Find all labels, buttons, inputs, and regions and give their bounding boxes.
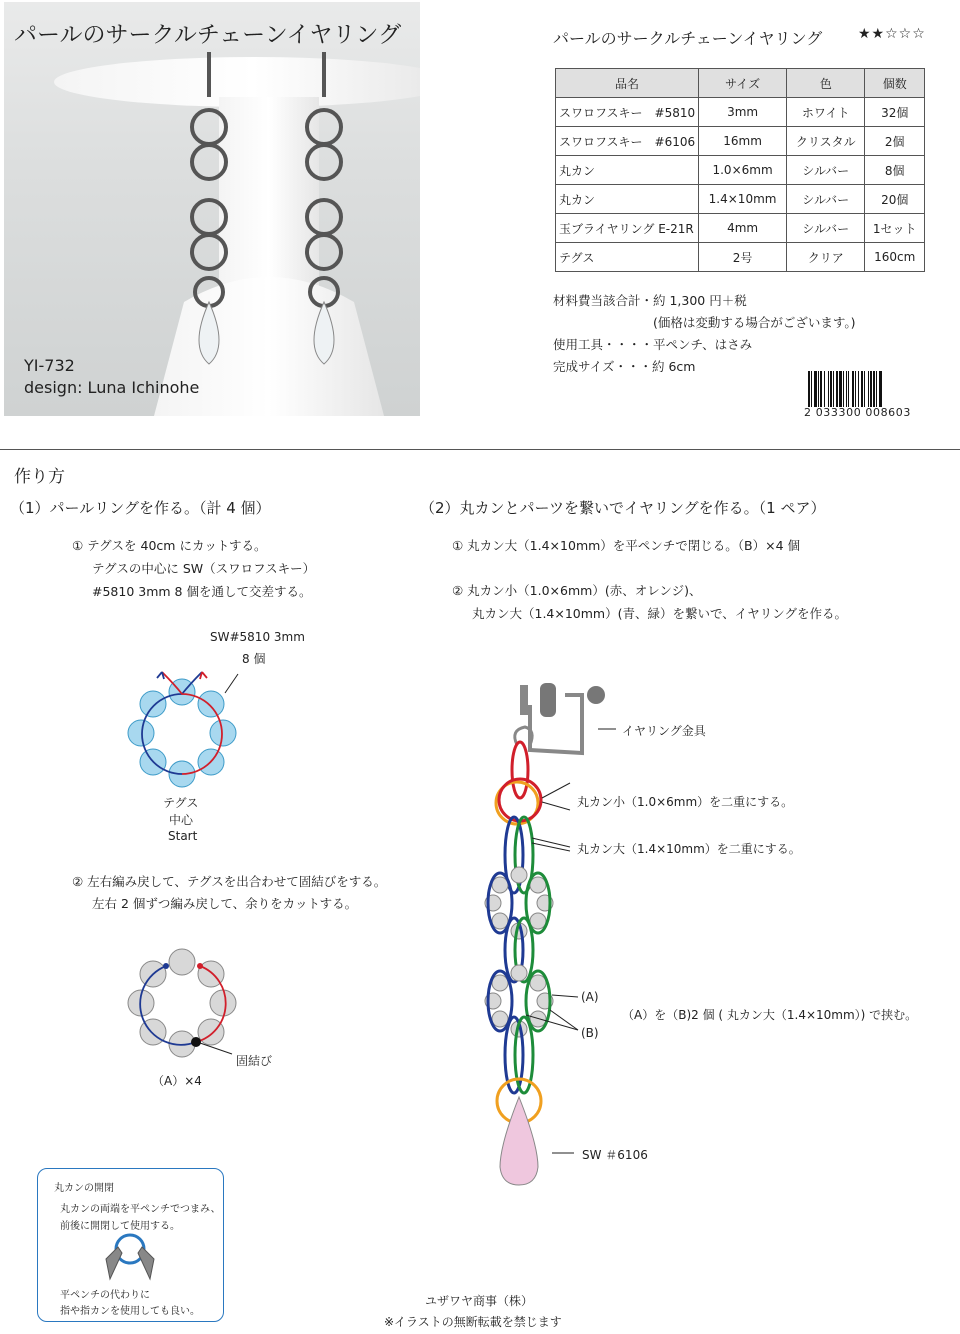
cell-name: テグス — [556, 243, 699, 272]
barcode-bar — [843, 371, 844, 407]
barcode-bar — [818, 371, 819, 407]
difficulty-rating: ★★☆☆☆ — [858, 26, 926, 42]
barcode-bar — [824, 371, 825, 407]
cell-qty: 160cm — [865, 243, 925, 272]
cell-color: シルバー — [787, 214, 865, 243]
table-row — [556, 243, 925, 272]
barcode-bar — [833, 371, 834, 407]
section-divider — [0, 449, 960, 450]
product-photo — [4, 2, 420, 416]
cell-size: 1.4×10mm — [699, 185, 787, 214]
s1-step1-line3: #5810 3mm 8 個を通して交差する。 — [92, 584, 312, 599]
designer-credit: design: Luna Ichinohe — [24, 378, 200, 397]
table-row — [556, 127, 925, 156]
barcode-number: 2 033300 008603 — [804, 406, 911, 419]
cell-color: ホワイト — [787, 98, 865, 127]
instructions-title: 作り方 — [14, 467, 65, 487]
barcode-bar — [836, 371, 838, 407]
parts-table — [555, 68, 925, 272]
barcode-bar — [858, 371, 859, 407]
label-b: (B) — [581, 1026, 599, 1040]
parts-table-header — [556, 69, 925, 98]
copyright-notice: ※イラストの無断転載を禁じます — [384, 1315, 562, 1329]
cell-name: スワロフスキー #6106 — [556, 127, 699, 156]
cell-size: 4mm — [699, 214, 787, 243]
table-row — [556, 156, 925, 185]
label-a: (A) — [581, 990, 599, 1004]
barcode-bar — [808, 371, 810, 407]
barcode-bar — [846, 371, 847, 407]
s2-step2-line1: ② 丸カン小（1.0×6mm）(赤、オレンジ)、 — [452, 583, 702, 598]
tip-line1: 丸カンの両端を平ペンチでつまみ、 — [60, 1204, 221, 1215]
earring-fitting-illustration — [515, 683, 605, 753]
table-row — [556, 98, 925, 127]
label-count: 8 個 — [242, 652, 266, 666]
barcode-bar — [820, 371, 822, 407]
cell-name: 玉ブライヤリング E-21R — [556, 214, 699, 243]
label-start: Start — [168, 829, 198, 843]
earring-photo-illustration — [4, 2, 420, 416]
barcode-bar — [861, 371, 863, 407]
label-a-between-b: （A）を（B)2 個 ( 丸カン大（1.4×10mm）) で挟む。 — [622, 1008, 918, 1022]
barcode-bar — [830, 371, 832, 407]
cell-color: クリスタル — [787, 127, 865, 156]
col-qty: 個数 — [865, 69, 925, 98]
cell-qty: 32個 — [865, 98, 925, 127]
material-cost: 材料費当該合計・約 1,300 円＋税 — [553, 293, 747, 308]
label-tegus: テグス — [163, 796, 199, 810]
barcode-bar — [814, 371, 817, 407]
cell-qty: 1セット — [865, 214, 925, 243]
pliers-ring-illustration — [100, 1229, 160, 1285]
barcode-bar — [879, 371, 882, 407]
cell-qty: 20個 — [865, 185, 925, 214]
section2-heading: （2）丸カンとパーツを繋いでイヤリングを作る。（1 ペア） — [420, 499, 826, 517]
stand-column — [219, 97, 319, 297]
ring-opening-tip — [37, 1168, 224, 1322]
cell-qty: 2個 — [865, 127, 925, 156]
label-small-ring: 丸カン小（1.0×6mm）を二重にする。 — [577, 795, 794, 809]
barcode-bar — [848, 371, 849, 407]
barcode-bar — [852, 371, 854, 407]
cell-size: 16mm — [699, 127, 787, 156]
earring-assembly-diagram — [470, 675, 670, 1215]
label-knot: 固結び — [236, 1054, 273, 1068]
kit-title: パールのサークルチェーンイヤリング — [553, 29, 823, 48]
barcode-bar — [855, 371, 856, 407]
barcode-bar — [876, 371, 877, 407]
s1-step2-line2: 左右 2 個ずつ編み戻して、余りをカットする。 — [92, 896, 358, 911]
s2-step2-line2: 丸カン大（1.4×10mm）(青、緑）を繋いで、イヤリングを作る。 — [472, 606, 847, 621]
label-a-x4: （A）×4 — [152, 1074, 202, 1088]
tip-bottom1: 平ペンチの代わりに — [60, 1290, 150, 1301]
photo-title: パールのサークルチェーンイヤリング — [14, 22, 402, 48]
finished-size: 完成サイズ・・・約 6cm — [553, 359, 696, 374]
label-large-ring: 丸カン大（1.4×10mm）を二重にする。 — [577, 842, 801, 856]
label-center: 中心 — [169, 813, 194, 827]
tip-line2: 前後に開閉して使用する。 — [60, 1221, 180, 1232]
cell-size: 1.0×6mm — [699, 156, 787, 185]
tip-title: 丸カンの開閉 — [54, 1183, 114, 1194]
col-name: 品名 — [556, 69, 699, 98]
col-color: 色 — [787, 69, 865, 98]
cell-color: シルバー — [787, 156, 865, 185]
label-fitting: イヤリング金具 — [622, 724, 706, 738]
barcode-bar — [873, 371, 875, 407]
cost-note: (価格は変動する場合がございます。) — [653, 315, 856, 330]
cell-color: クリア — [787, 243, 865, 272]
s1-step1-line1: ① テグスを 40cm にカットする。 — [72, 538, 267, 553]
barcode-bar — [811, 371, 812, 407]
barcode-bar — [828, 371, 829, 407]
barcode-bar — [864, 371, 865, 407]
s2-step1: ① 丸カン大（1.4×10mm）を平ペンチで閉じる。（B）×4 個 — [452, 538, 801, 553]
pearl-ring-diagram-2 — [110, 930, 280, 1060]
tools-used: 使用工具・・・・平ペンチ、はさみ — [553, 337, 753, 352]
label-sw6106: SW ＃6106 — [582, 1148, 648, 1162]
cell-size: 3mm — [699, 98, 787, 127]
cell-color: シルバー — [787, 185, 865, 214]
barcode-bar — [839, 371, 842, 407]
col-size: サイズ — [699, 69, 787, 98]
barcode — [808, 371, 924, 407]
barcode-bar — [870, 371, 872, 407]
table-row — [556, 185, 925, 214]
cell-qty: 8個 — [865, 156, 925, 185]
cell-name: 丸カン — [556, 185, 699, 214]
pearl-ring-diagram-1 — [110, 660, 250, 790]
cell-name: スワロフスキー #5810 — [556, 98, 699, 127]
s1-step2-line1: ② 左右編み戻して、テグスを出合わせて固結びをする。 — [72, 874, 387, 889]
s1-step1-line2: テグスの中心に SW（スワロフスキー） — [92, 561, 316, 576]
table-row — [556, 214, 925, 243]
cell-size: 2号 — [699, 243, 787, 272]
cell-name: 丸カン — [556, 156, 699, 185]
product-code: YI-732 — [24, 356, 75, 375]
company-name: ユザワヤ商事（株） — [425, 1294, 534, 1308]
section1-heading: （1）パールリングを作る。（計 4 個） — [10, 499, 271, 517]
tip-bottom2: 指や指カンを使用しても良い。 — [60, 1306, 200, 1317]
label-sw5810: SW#5810 3mm — [210, 630, 305, 644]
barcode-bar — [868, 371, 869, 407]
